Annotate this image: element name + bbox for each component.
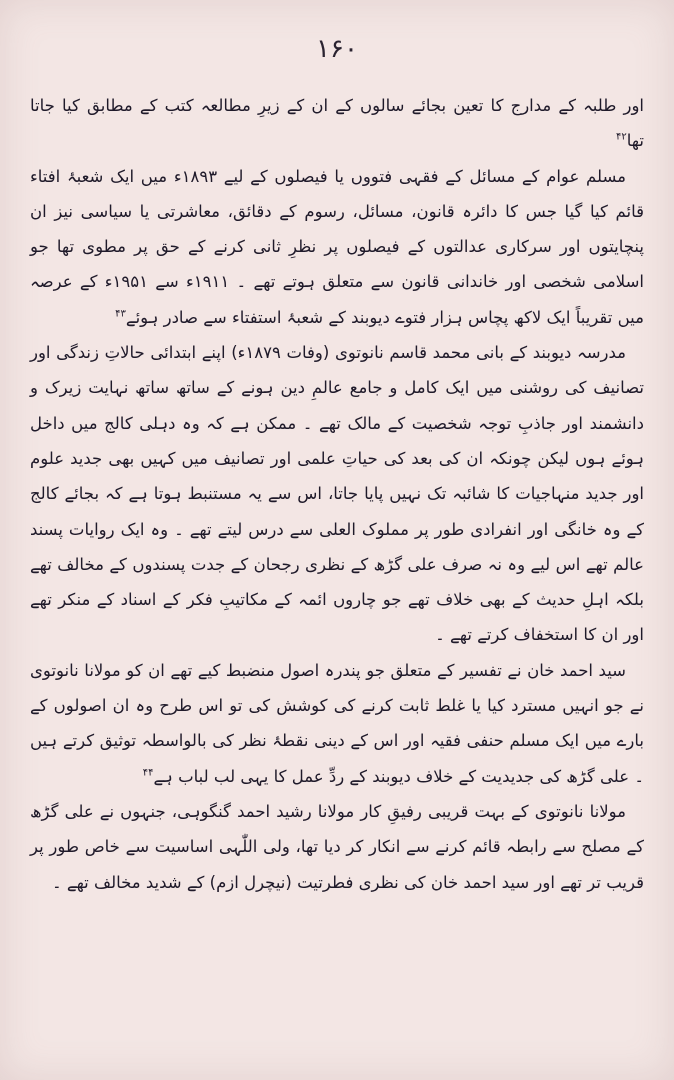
paragraph-text: اور طلبہ کے مدارج کا تعین بجائے سالوں کے ان کے زیرِ مطالعہ کتب کے مطابق کیا جاتا تھا	[30, 96, 644, 151]
footnote-marker: ۴۳	[115, 308, 126, 320]
paragraph-text: مسلم عوام کے مسائل کے فقہی فتووں یا فیصلوں کے لیے ۱۸۹۳ء میں ایک شعبۂ افتاء قائم کیا گیا جس کا دائرہ قانون، مسائل، رسوم کے دقائق، معاشرتی یا سیاسی نیز ان پنچایتوں اور سرکاری عدالتوں کے فیصلوں پر نظرِ ثانی کرنے کے حق پر مطوی تھا جو اسلامی شخصی اور خاندانی قانون سے متعلق ہوتے تھے ۔ ۱۹۱۱ء سے ۱۹۵۱ء کے عرصہ میں تقریباً ایک لاکھ پچاس ہزار فتوے دیوبند کے شعبۂ استفتاء سے صادر ہوئے	[30, 166, 644, 327]
page-number: ۱۶۰	[316, 34, 358, 64]
paragraph	[30, 794, 644, 900]
body-text	[30, 88, 644, 900]
paragraph	[30, 335, 644, 653]
footnote-marker: ۴۴	[142, 767, 154, 779]
paragraph-text: سید احمد خان نے تفسیر کے متعلق جو پندرہ اصول منضبط کیے تھے ان کو مولانا نانوتوی نے جو انہیں مسترد کیا یا غلط ثابت کرنے کی کوشش کی تو اس طرح وہ ان اصولوں کے بارے میں ایک مسلم حنفی فقیہ اور اس کے دینی نقطۂ نظر کی بالواسطہ توثیق کرتے ہیں ۔ علی گڑھ کی جدیدیت کے خلاف دیوبند کے ردِّ عمل کا یہی لب لباب ہے	[30, 660, 644, 786]
footnote-marker: ۴۲	[616, 131, 627, 143]
paragraph-text: مدرسہ دیوبند کے بانی محمد قاسم نانوتوی (وفات ۱۸۷۹ء) اپنے ابتدائی حالاتِ زندگی اور تصانیف کی روشنی میں ایک کامل و جامع عالمِ دین ہونے کے ساتھ ساتھ نہایت زیرک و دانشمند اور جاذبِ توجہ شخصیت کے مالک تھے ۔ ممکن ہے کہ وہ دہلی کالج میں داخل ہوئے ہوں لیکن چونکہ ان کی بعد کی حیاتِ علمی اور تصانیف میں کہیں بھی جدید علوم اور جدید منہاجیات کا شائبہ تک نہیں پایا جاتا، اس سے یہ مستنبط ہوتا ہے کہ بجائے کالج کے وہ خانگی اور انفرادی طور پر مملوک العلی سے درس لیتے تھے ۔ وہ ایک روایات پسند عالم تھے اس لیے وہ نہ صرف علی گڑھ کے نظری رجحان کے جدت پسندوں کے مخالف تھے بلکہ اہلِ حدیث کے بھی خلاف تھے جو چاروں ائمہ کے مکاتیبِ فکر کے اسناد کے منکر تھے اور ان کا استخفاف کرتے تھے ۔	[30, 343, 644, 645]
paragraph	[30, 653, 644, 794]
paragraph-text: مولانا نانوتوی کے بہت قریبی رفیقِ کار مولانا رشید احمد گنگوہی، جنہوں نے علی گڑھ کے مصلح سے رابطہ قائم کرنے سے انکار کر دیا تھا، ولی اللّٰہی اساسیت سے خاص طور پر قریب تر تھے اور سید احمد خان کی نظری فطرتیت (نیچرل ازم) کے شدید مخالف تھے ۔	[30, 801, 644, 892]
paragraph	[30, 159, 644, 335]
paragraph	[30, 88, 644, 159]
